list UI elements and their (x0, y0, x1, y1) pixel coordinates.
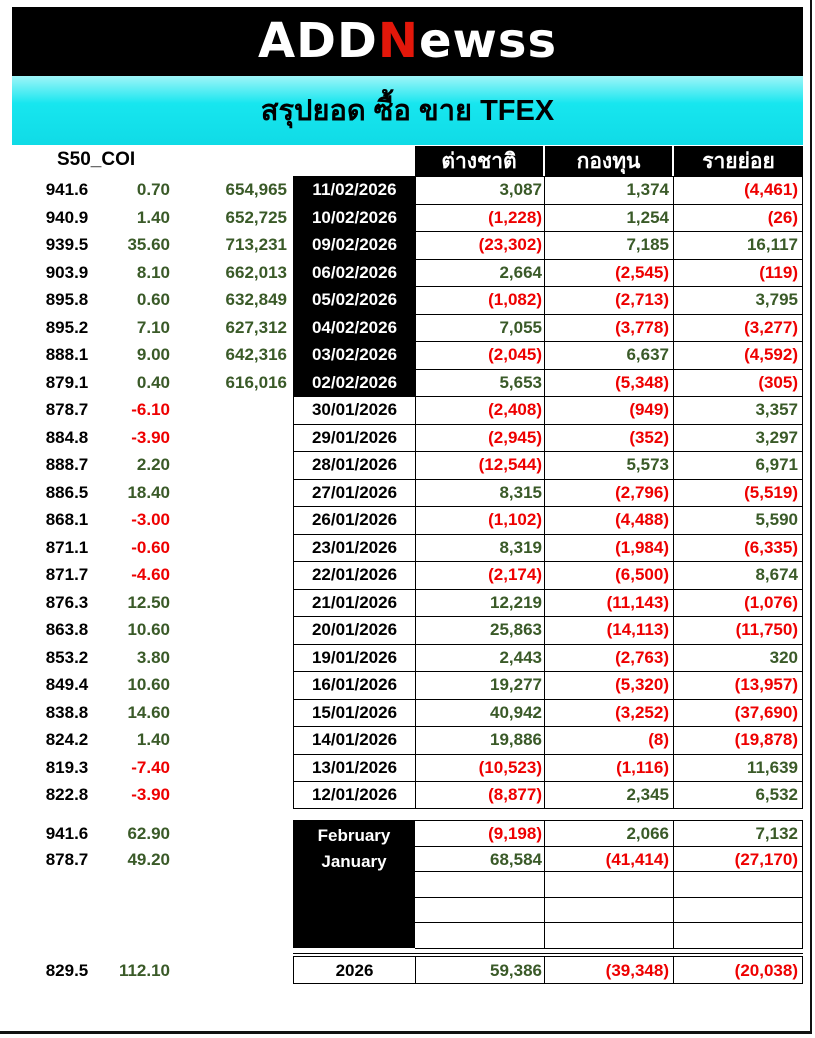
index-value: 895.2 (45, 317, 89, 337)
change-value: 9.00 (136, 345, 170, 364)
foreign-value: (2,408) (488, 400, 542, 419)
institution-value: (3,252) (615, 702, 669, 722)
institution-value: 1,254 (626, 207, 669, 227)
date-cell: 30/01/2026 (311, 400, 398, 419)
foreign-value: 12,219 (490, 592, 542, 612)
table-row (0, 451, 815, 478)
index-value: 879.1 (45, 372, 89, 392)
retail-value: (13,957) (734, 675, 798, 694)
table-row (0, 231, 815, 258)
foreign-value: (1,102) (488, 510, 542, 529)
addnewss-logo: ADDNewss (257, 13, 558, 69)
index-value: 849.4 (45, 675, 89, 694)
table-row (0, 616, 815, 643)
table-row (0, 479, 815, 506)
institution-value: 1,374 (626, 180, 669, 199)
foreign-value: 19,277 (490, 675, 542, 694)
retail-value: (19,878) (734, 730, 798, 749)
header-foreign: ต่างชาติ (415, 146, 543, 176)
index-value: 940.9 (45, 207, 89, 227)
change-value: 2.20 (136, 455, 170, 474)
index-value: 822.8 (45, 785, 89, 804)
retail-value: 7,132 (755, 824, 798, 843)
month-label: January (321, 851, 387, 871)
coi-value: 632,849 (225, 290, 287, 309)
table-row (0, 726, 815, 753)
retail-value: 3,297 (755, 427, 798, 447)
date-cell: 29/01/2026 (311, 427, 398, 447)
date-cell: 21/01/2026 (311, 592, 398, 612)
foreign-value: 2,443 (499, 647, 542, 667)
foreign-value: 25,863 (490, 620, 542, 639)
institution-value: (1,984) (615, 537, 669, 557)
index-value: 853.2 (45, 647, 89, 667)
retail-value: (305) (758, 372, 798, 392)
table-row (0, 561, 815, 588)
index-value: 878.7 (45, 400, 89, 419)
institution-value: (39,348) (605, 961, 669, 980)
change-value: 3.80 (136, 647, 170, 667)
change-value: 8.10 (136, 262, 170, 282)
table-row (0, 341, 815, 368)
institution-value: (2,796) (615, 482, 669, 502)
header-institution: กองทุน (545, 146, 672, 176)
date-cell: 03/02/2026 (311, 345, 398, 364)
change-value: 49.20 (127, 849, 170, 869)
coi-value: 662,013 (225, 262, 287, 282)
index-value: 903.9 (45, 262, 89, 282)
foreign-value: (8,877) (488, 785, 542, 804)
change-value: 7.10 (136, 317, 170, 337)
change-value: 62.90 (127, 824, 170, 843)
retail-value: (27,170) (734, 849, 798, 869)
index-value: 878.7 (45, 849, 89, 869)
index-value: 876.3 (45, 592, 89, 612)
table-row (0, 314, 815, 341)
table-row (0, 369, 815, 396)
date-cell: 14/01/2026 (311, 730, 398, 749)
summary-divider (415, 922, 803, 923)
change-value: -6.10 (131, 400, 170, 419)
change-value: 1.40 (136, 207, 170, 227)
retail-value: (6,335) (744, 537, 798, 557)
date-cell: 15/01/2026 (311, 702, 398, 722)
retail-value: 6,971 (755, 455, 798, 474)
index-value: 829.5 (45, 961, 89, 980)
retail-value: 3,795 (755, 290, 798, 309)
retail-value: (26) (767, 207, 798, 227)
foreign-value: (12,544) (478, 455, 542, 474)
change-value: 112.10 (118, 961, 170, 980)
institution-value: (41,414) (605, 849, 669, 869)
change-value: 0.60 (136, 290, 170, 309)
index-value: 871.1 (45, 537, 89, 557)
index-value: 819.3 (45, 757, 89, 777)
change-value: 1.40 (136, 730, 170, 749)
foreign-value: 7,055 (499, 317, 542, 337)
date-cell: 27/01/2026 (311, 482, 398, 502)
table-row (0, 204, 815, 231)
retail-value: 5,590 (755, 510, 798, 529)
change-value: -3.00 (131, 510, 170, 529)
retail-value: (1,076) (744, 592, 798, 612)
foreign-value: (9,198) (488, 824, 542, 843)
index-value: 824.2 (45, 730, 89, 749)
index-value: 886.5 (45, 482, 89, 502)
date-cell: 12/01/2026 (311, 785, 398, 804)
month-label: February (317, 826, 391, 845)
date-cell: 02/02/2026 (311, 372, 398, 392)
retail-value: (11,750) (735, 620, 798, 639)
foreign-value: (23,302) (478, 235, 542, 254)
institution-value: (3,778) (615, 317, 669, 337)
institution-value: 7,185 (626, 235, 669, 254)
foreign-value: (1,082) (488, 290, 542, 309)
table-row (0, 506, 815, 533)
change-value: 10.60 (127, 620, 170, 639)
index-value: 895.8 (45, 290, 89, 309)
date-cell: 11/02/2026 (312, 180, 397, 199)
table-row (0, 259, 815, 286)
foreign-value: (10,523) (478, 757, 542, 777)
table-row (0, 534, 815, 561)
foreign-value: 8,315 (499, 482, 542, 502)
table-row (0, 754, 815, 781)
change-value: -0.60 (131, 537, 170, 557)
institution-value: (5,348) (615, 372, 669, 392)
coi-value: 713,231 (225, 235, 287, 254)
table-row (0, 644, 815, 671)
logo-bar (12, 7, 803, 76)
year-label: 2026 (335, 961, 374, 980)
table-row (0, 699, 815, 726)
date-cell: 28/01/2026 (311, 455, 398, 474)
coi-value: 642,316 (225, 345, 287, 364)
header-retail: รายย่อย (674, 146, 803, 176)
index-value: 871.7 (45, 565, 89, 584)
institution-value: 2,345 (626, 785, 669, 804)
change-value: 10.60 (127, 675, 170, 694)
index-value: 868.1 (45, 510, 89, 529)
index-value: 863.8 (45, 620, 89, 639)
institution-value: (11,143) (606, 592, 669, 612)
foreign-value: 19,886 (490, 730, 542, 749)
coi-value: 627,312 (225, 317, 287, 337)
date-cell: 20/01/2026 (311, 620, 398, 639)
retail-value: (5,519) (744, 482, 798, 502)
foreign-value: 40,942 (490, 702, 542, 722)
institution-value: (352) (629, 427, 669, 447)
institution-value: (2,713) (615, 290, 669, 309)
total-divider (293, 953, 803, 954)
table-row (0, 396, 815, 423)
table-row (0, 286, 815, 313)
date-cell: 04/02/2026 (311, 317, 398, 337)
foreign-value: (2,945) (488, 427, 542, 447)
retail-value: 16,117 (746, 235, 798, 254)
date-cell: 23/01/2026 (311, 537, 398, 557)
coi-value: 616,016 (225, 372, 287, 392)
index-value: 888.7 (45, 455, 89, 474)
retail-value: 11,639 (746, 757, 798, 777)
institution-value: (14,113) (606, 620, 669, 639)
s50-coi-label: S50_COI (57, 149, 136, 170)
foreign-value: 5,653 (499, 372, 542, 392)
change-value: -7.40 (131, 757, 170, 777)
institution-value: (1,116) (616, 757, 669, 777)
date-cell: 13/01/2026 (311, 757, 398, 777)
index-value: 838.8 (45, 702, 89, 722)
foreign-value: 3,087 (499, 180, 542, 199)
date-cell: 19/01/2026 (311, 647, 398, 667)
date-cell: 05/02/2026 (311, 290, 398, 309)
date-cell: 26/01/2026 (311, 510, 398, 529)
index-value: 941.6 (45, 824, 89, 843)
date-cell: 09/02/2026 (311, 235, 398, 254)
change-value: 35.60 (127, 235, 170, 254)
retail-value: 8,674 (755, 565, 798, 584)
retail-value: (20,038) (734, 961, 798, 980)
institution-value: (4,488) (615, 510, 669, 529)
table-row (0, 176, 815, 203)
foreign-value: 2,664 (499, 262, 542, 282)
index-value: 884.8 (45, 427, 89, 447)
table-row (0, 589, 815, 616)
retail-value: (3,277) (744, 317, 798, 337)
change-value: -3.90 (131, 785, 170, 804)
table-row (0, 671, 815, 698)
table-row (0, 424, 815, 451)
change-value: -3.90 (131, 427, 170, 447)
coi-value: 652,725 (225, 207, 287, 227)
index-value: 941.6 (45, 180, 89, 199)
foreign-value: 68,584 (490, 849, 542, 869)
foreign-value: (1,228) (488, 207, 542, 227)
foreign-value: 59,386 (490, 961, 542, 980)
index-value: 939.5 (45, 235, 89, 254)
foreign-value: (2,045) (488, 345, 542, 364)
institution-value: (6,500) (615, 565, 669, 584)
date-cell: 06/02/2026 (311, 262, 398, 282)
retail-value: (4,461) (744, 180, 798, 199)
change-value: 0.40 (136, 372, 170, 392)
institution-value: 6,637 (626, 345, 669, 364)
index-value: 888.1 (45, 345, 89, 364)
coi-value: 654,965 (225, 180, 287, 199)
foreign-value: 8,319 (499, 537, 542, 557)
change-value: -4.60 (131, 565, 170, 584)
institution-value: 2,066 (626, 824, 669, 843)
retail-value: 320 (769, 647, 798, 667)
institution-value: (2,763) (615, 647, 669, 667)
page-title: สรุปยอด ซื้อ ขาย TFEX (260, 95, 555, 127)
institution-value: (2,545) (615, 262, 669, 282)
table-row (0, 781, 815, 808)
summary-divider (415, 897, 803, 898)
institution-value: (949) (629, 400, 669, 419)
title-banner (12, 76, 803, 145)
summary-divider (415, 948, 803, 949)
change-value: 12.50 (127, 592, 170, 612)
institution-value: (5,320) (615, 675, 669, 694)
date-cell: 22/01/2026 (311, 565, 398, 584)
change-value: 14.60 (127, 702, 170, 722)
change-value: 0.70 (136, 180, 170, 199)
retail-value: (37,690) (734, 702, 798, 722)
retail-value: 6,532 (755, 785, 798, 804)
retail-value: (4,592) (744, 345, 798, 364)
change-value: 18.40 (127, 482, 170, 502)
foreign-value: (2,174) (488, 565, 542, 584)
institution-value: (8) (648, 730, 669, 749)
retail-value: (119) (759, 262, 798, 282)
date-cell: 16/01/2026 (311, 675, 398, 694)
institution-value: 5,573 (626, 455, 669, 474)
date-cell: 10/02/2026 (311, 207, 398, 227)
retail-value: 3,357 (755, 400, 798, 419)
total-row (0, 957, 815, 984)
